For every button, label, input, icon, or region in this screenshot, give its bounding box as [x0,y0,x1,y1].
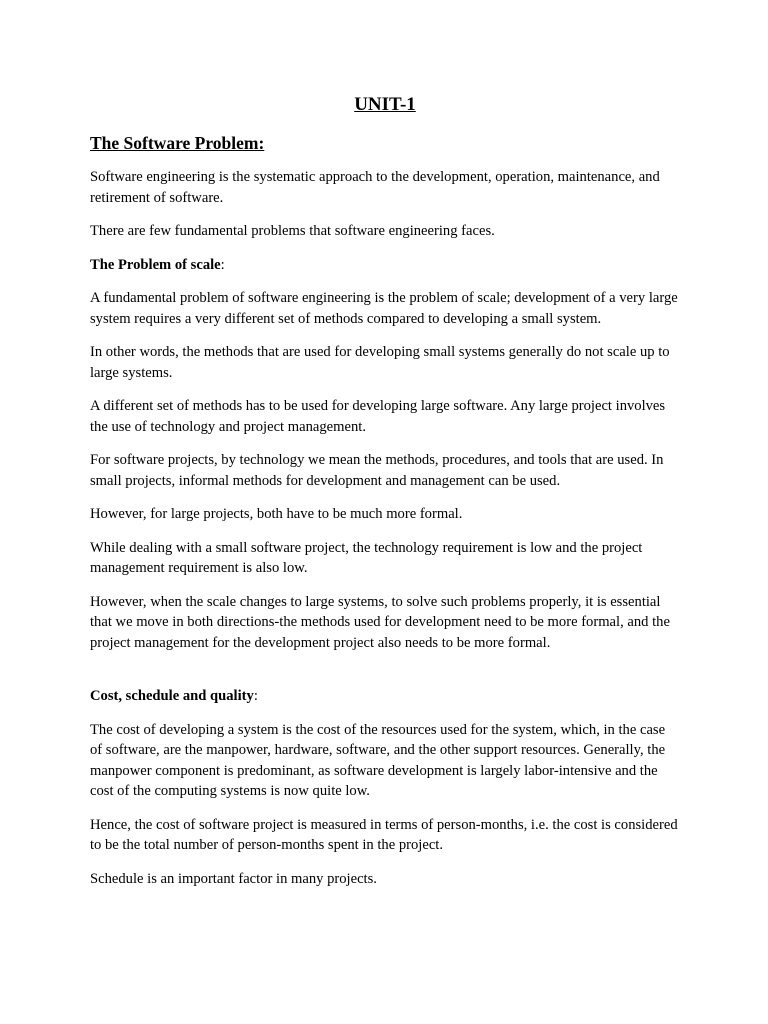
document-page [90,93,680,902]
spacer [90,666,680,686]
subheading-bold-text: Cost, schedule and quality [90,688,254,704]
paragraph: While dealing with a small software project, the technology requirement is low and the project management requirement is also low. [90,539,643,576]
subheading-cost-schedule-quality [90,686,680,707]
paragraph: In other words, the methods that are used for developing small systems generally do not scale up to large systems. [90,344,670,381]
paragraph: A different set of methods has to be used for developing large software. Any large project involves the use of technology and project management. [90,398,666,435]
unit-title: UNIT-1 [354,94,416,115]
paragraph: Schedule is an important factor in many projects. [90,870,377,887]
paragraph: However, for large projects, both have to be much more formal. [90,506,463,522]
paragraph: Hence, the cost of software project is measured in terms of person-months, i.e. the cost is considered to be the total number of person-months spent in the project. [90,816,678,853]
subheading-colon: : [253,688,258,704]
subheading-bold-text: The Problem of scale [90,256,221,273]
paragraph: For software projects, by technology we mean the methods, procedures, and tools that are used. In small projects, informal methods for development and management can be used. [90,452,664,489]
subheading-problem-of-scale [90,255,680,276]
paragraph: There are few fundamental problems that software engineering faces. [90,223,495,239]
section-title: The Software Problem: [90,133,265,153]
paragraph: The cost of developing a system is the cost of the resources used for the system, which, in the case of software, are the manpower, hardware, software, and the other support resources. Generally, the manpower component is predominant, as software development is largely labor-intensive and the cost of the computing systems is now quite low. [90,721,666,799]
paragraph: A fundamental problem of software engineering is the problem of scale; development of a very large system requires a very different set of methods compared to developing a small system. [90,290,678,327]
subheading-colon: : [220,256,225,273]
paragraph: Software engineering is the systematic approach to the development, operation, maintenance, and retirement of software. [90,169,660,206]
paragraph: However, when the scale changes to large systems, to solve such problems properly, it is essential that we move in both directions-the methods used for development need to be more formal, and the project management for the development project also needs to be more formal. [90,593,670,651]
